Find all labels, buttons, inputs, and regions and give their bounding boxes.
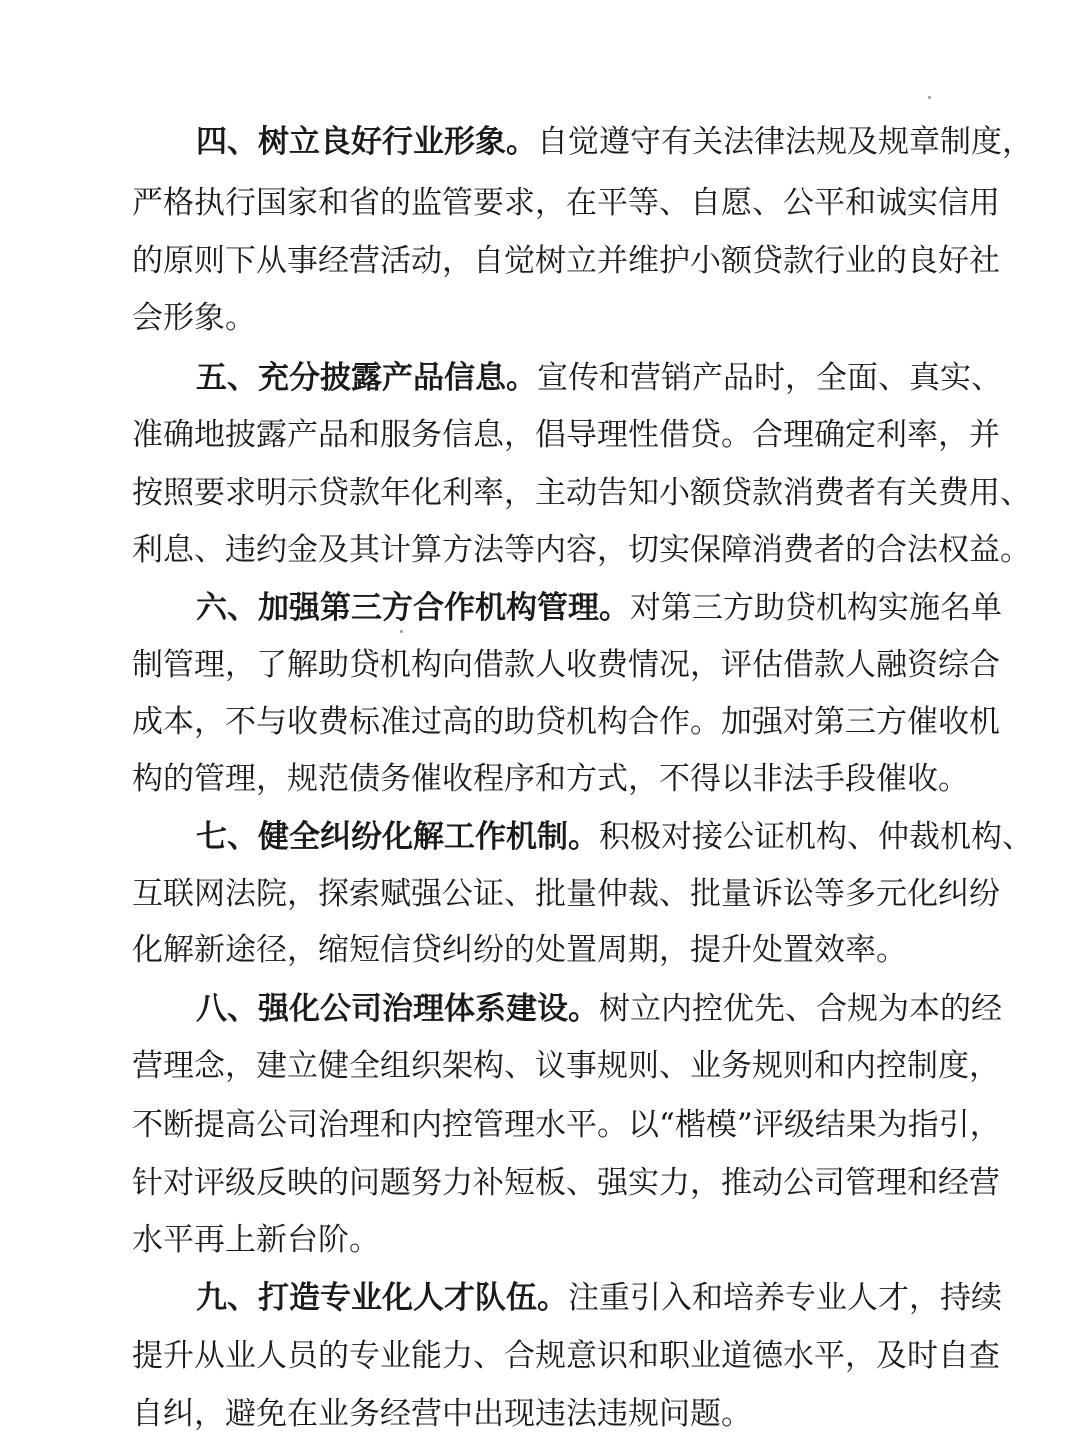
- paragraph-6-line-2: 制管理，了解助贷机构向借款人收费情况，评估借款人融资综合: [132, 647, 1000, 683]
- paragraph-6-line-1: 六、加强第三方合作机构管理。对第三方助贷机构实施名单: [196, 590, 1002, 626]
- paragraph-9-line-1: 九、打造专业化人才队伍。注重引入和培养专业人才，持续: [196, 1280, 1002, 1316]
- paragraph-8-line-2: 营理念，建立健全组织架构、议事规则、业务规则和内控制度，: [132, 1048, 1000, 1084]
- paragraph-7-line-1: 七、健全纠纷化解工作机制。积极对接公证机构、仲裁机构、: [196, 819, 1033, 855]
- paragraph-5-line-4: 利息、违约金及其计算方法等内容，切实保障消费者的合法权益。: [132, 532, 1031, 568]
- paragraph-7-line-3: 化解新途径，缩短信贷纠纷的处置周期，提升处置效率。: [132, 932, 907, 968]
- paragraph-7-heading: 七、健全纠纷化解工作机制。: [196, 819, 599, 855]
- paragraph-4-line-1: 四、树立良好行业形象。自觉遵守有关法律法规及规章制度，: [196, 124, 1033, 160]
- paragraph-8-line-4: 针对评级反映的问题努力补短板、强实力，推动公司管理和经营: [132, 1165, 1000, 1201]
- paragraph-4-line-2: 严格执行国家和省的监管要求，在平等、自愿、公平和诚实信用: [132, 185, 1000, 221]
- paragraph-6-line-4: 构的管理，规范债务催收程序和方式，不得以非法手段催收。: [132, 761, 969, 797]
- scan-speck: [928, 96, 931, 99]
- paragraph-9-line-2: 提升从业人员的专业能力、合规意识和职业道德水平，及时自查: [132, 1338, 1000, 1374]
- paragraph-8-line-3: 不断提高公司治理和内控管理水平。以“楷模”评级结果为指引，: [132, 1107, 1001, 1143]
- paragraph-8-line-5: 水平再上新台阶。: [132, 1222, 380, 1258]
- paragraph-5-heading: 五、充分披露产品信息。: [196, 360, 537, 396]
- paragraph-9-line-3: 自纠，避免在业务经营中出现违法违规问题。: [132, 1396, 752, 1432]
- paragraph-5-line-1: 五、充分披露产品信息。宣传和营销产品时，全面、真实、: [196, 360, 1002, 396]
- paragraph-8-heading: 八、强化公司治理体系建设。: [196, 991, 599, 1027]
- paragraph-7-line-2: 互联网法院，探索赋强公证、批量仲裁、批量诉讼等多元化纠纷: [132, 876, 1000, 912]
- paragraph-4-line-4: 会形象。: [132, 300, 256, 336]
- paragraph-9-heading: 九、打造专业化人才队伍。: [196, 1280, 568, 1316]
- paragraph-5-line-2: 准确地披露产品和服务信息，倡导理性借贷。合理确定利率，并: [132, 417, 1000, 453]
- paragraph-4-heading: 四、树立良好行业形象。: [196, 124, 537, 160]
- paragraph-8-line-1: 八、强化公司治理体系建设。树立内控优先、合规为本的经: [196, 991, 1002, 1027]
- paragraph-6-heading: 六、加强第三方合作机构管理。: [196, 590, 630, 626]
- paragraph-4-line-3: 的原则下从事经营活动，自觉树立并维护小额贷款行业的良好社: [132, 243, 1000, 279]
- paragraph-6-line-3: 成本，不与收费标准过高的助贷机构合作。加强对第三方催收机: [132, 704, 1000, 740]
- paragraph-5-line-3: 按照要求明示贷款年化利率，主动告知小额贷款消费者有关费用、: [132, 475, 1031, 511]
